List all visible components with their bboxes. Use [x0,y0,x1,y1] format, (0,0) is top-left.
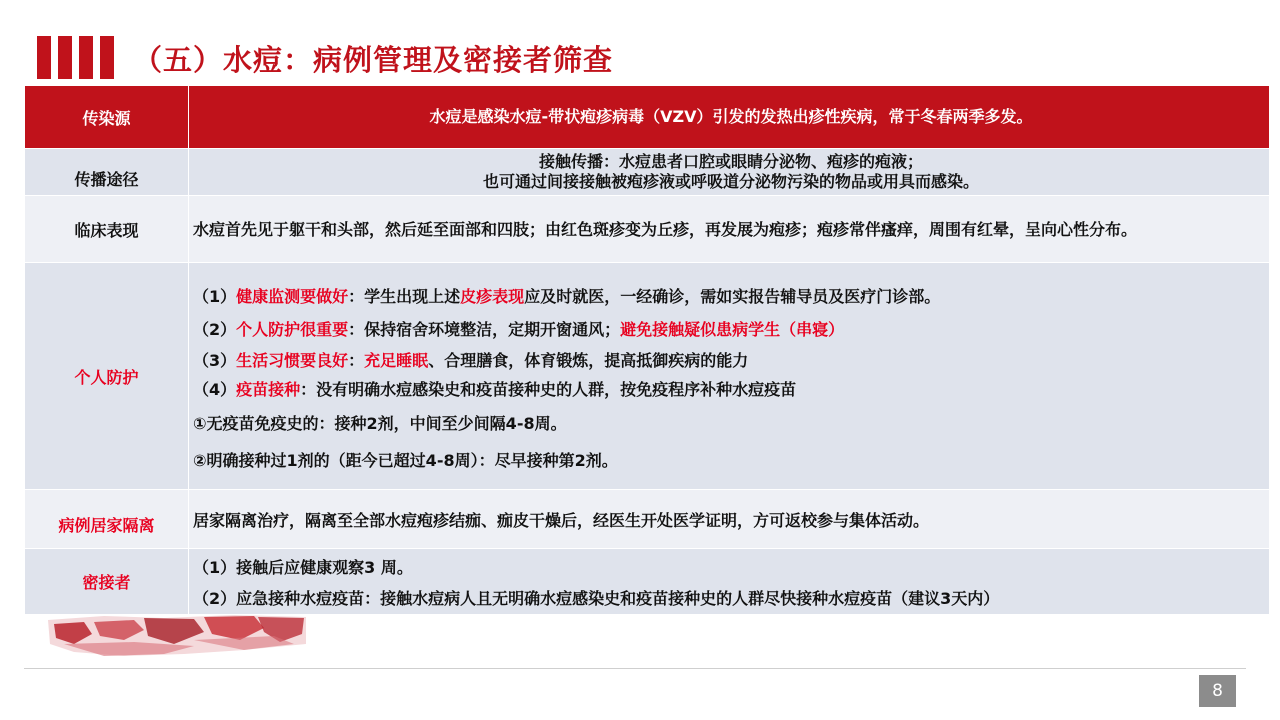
personal-item-3-key2: 充足睡眠 [364,350,429,370]
personal-sub-2: ②明确接种过1剂的（距今已超过4-8周）：尽早接种第2剂。 [193,450,618,470]
title-bars-decoration [37,36,121,79]
text-source: 水痘是感染水痘-带状疱疹病毒（VZV）引发的发热出疹性疾病，常于冬春两季多发。 [189,86,1270,149]
personal-item-2: （2）个人防护很重要：保持宿舍环境整洁，定期开窗通风；避免接触疑似患病学生（串寝） [193,319,845,339]
row-personal [25,263,1270,490]
row-source [25,86,1270,149]
text-clinical: 水痘首先见于躯干和头部，然后延至面部和四肢；由红色斑疹变为丘疹，再发展为疱疹；疱疹常伴瘙痒，周围有红晕，呈向心性分布。 [189,196,1270,263]
text-contacts [189,549,1270,615]
label-contacts: 密接者 [25,549,189,615]
text-isolation: 居家隔离治疗，隔离至全部水痘疱疹结痂、痂皮干燥后，经医生开处医学证明，方可返校参与集体活动。 [189,490,1270,549]
label-clinical: 临床表现 [25,196,189,263]
text-personal [189,263,1270,490]
transmission-line-2: 也可通过间接接触被疱疹液或呼吸道分泌物污染的物品或用具而感染。 [482,172,979,191]
transmission-line-1: 接触传播：水痘患者口腔或眼睛分泌物、疱疹的疱液； [538,152,923,171]
cityscape-illustration [44,614,310,660]
footer-divider [24,668,1246,669]
label-personal: 个人防护 [25,263,189,490]
row-transmission [25,149,1270,196]
label-isolation: 病例居家隔离 [25,490,189,549]
text-transmission [189,149,1270,196]
personal-item-4: （4）疫苗接种：没有明确水痘感染史和疫苗接种史的人群，按免疫程序补种水痘疫苗 [193,379,797,399]
personal-item-1: （1）健康监测要做好：学生出现上述皮疹表现应及时就医，一经确诊，需如实报告辅导员及医疗门诊部。 [193,286,941,306]
row-contacts [25,549,1270,615]
personal-item-4-key: 疫苗接种 [236,379,301,399]
personal-item-1-key: 健康监测要做好 [236,286,349,306]
label-source: 传染源 [25,86,189,149]
row-isolation [25,490,1270,549]
personal-item-2-key2: 避免接触疑似患病学生（串寝） [620,319,845,339]
personal-sub-1: ①无疫苗免疫史的：接种2剂，中间至少间隔4-8周。 [193,413,567,433]
contacts-line-2: （2）应急接种水痘疫苗：接触水痘病人且无明确水痘感染史和疫苗接种史的人群尽快接种水痘疫苗（建议3天内） [193,588,1000,608]
label-transmission: 传播途径 [25,149,189,196]
personal-item-3-key: 生活习惯要良好 [236,350,349,370]
page-number: 8 [1199,675,1236,707]
personal-item-3: （3）生活习惯要良好：充足睡眠、合理膳食，体育锻炼，提高抵御疾病的能力 [193,350,749,370]
info-table [24,85,1270,615]
row-clinical [25,196,1270,263]
contacts-line-1: （1）接触后应健康观察3 周。 [193,557,413,577]
personal-item-2-key: 个人防护很重要 [236,319,349,339]
page-title: （五）水痘：病例管理及密接者筛查 [133,43,614,77]
personal-item-1-key2: 皮疹表现 [460,286,525,306]
